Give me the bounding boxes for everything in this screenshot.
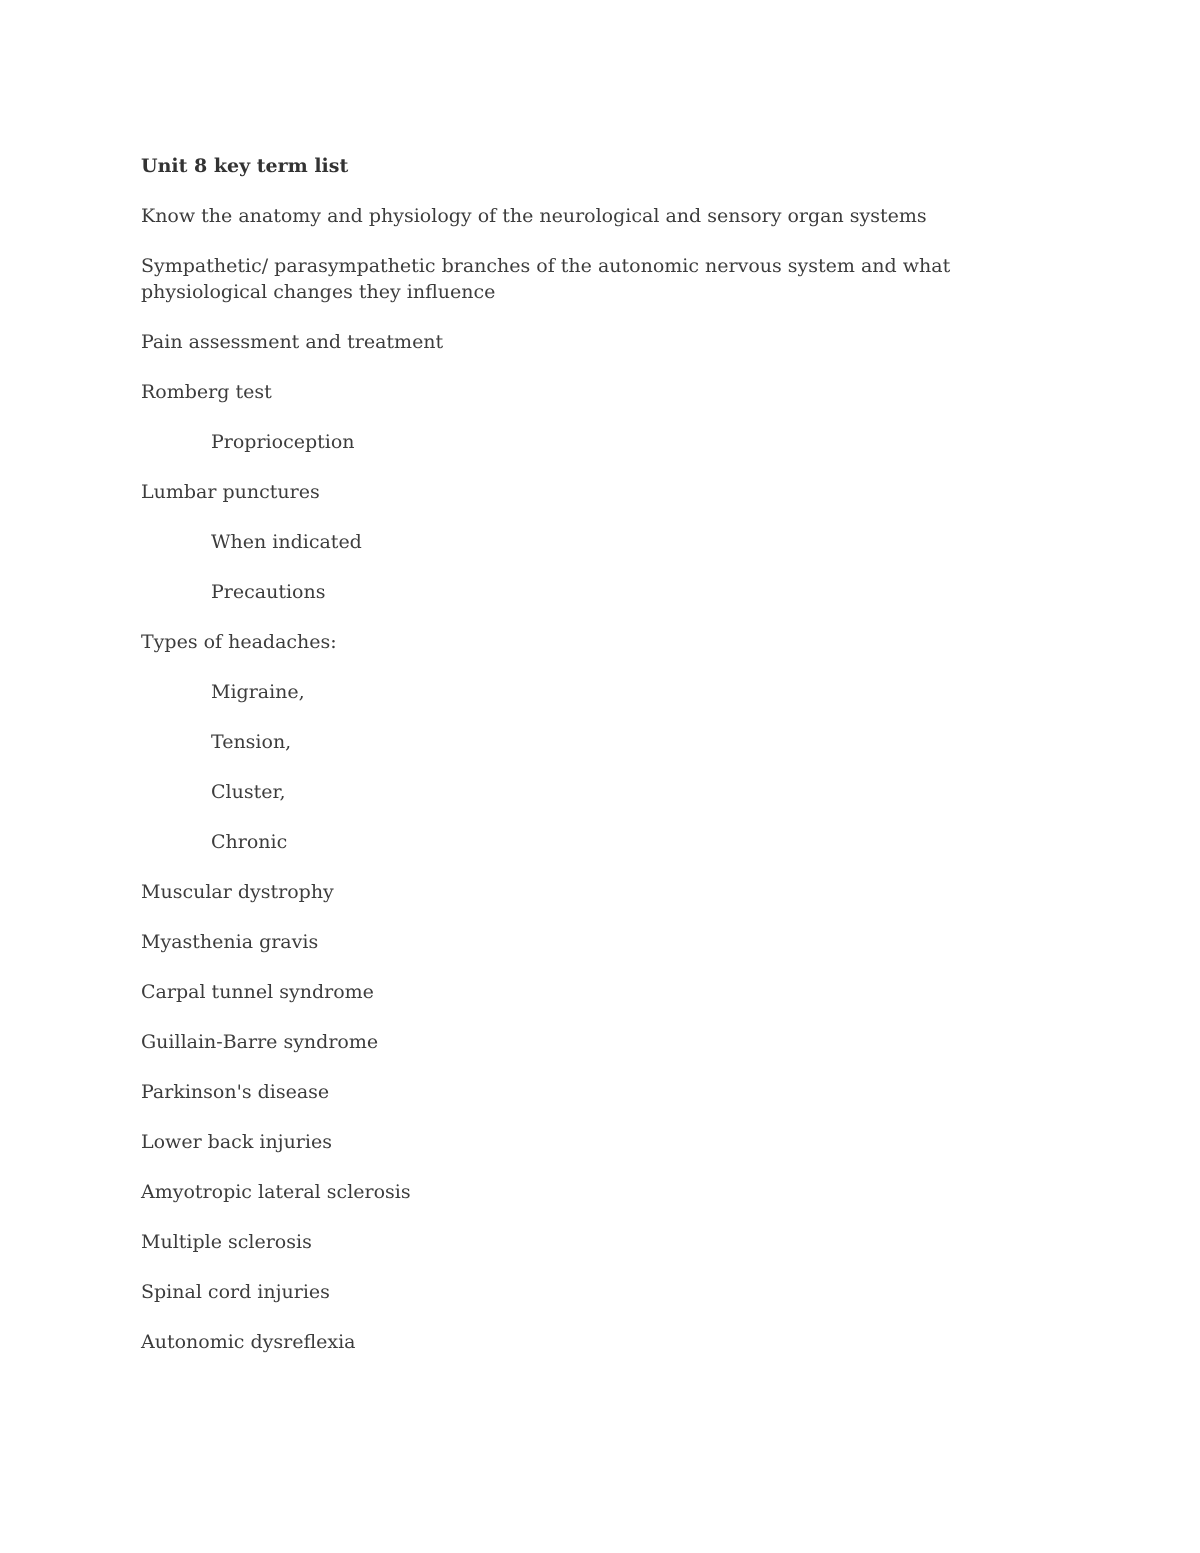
sub-term-item: Chronic [211,831,288,853]
sub-term-item: Precautions [211,581,326,603]
sub-term-item: Cluster, [211,781,286,803]
term-item: Multiple sclerosis [141,1231,312,1253]
sub-term-item: Migraine, [211,681,305,703]
term-item: Pain assessment and treatment [141,331,444,353]
document-title: Unit 8 key term list [141,155,349,177]
term-item: Sympathetic/ parasympathetic branches of the autonomic nervous system and what physiological changes they influence [141,255,951,303]
term-item: Parkinson's disease [141,1081,330,1103]
term-item: Amyotropic lateral sclerosis [141,1181,411,1203]
term-item: Know the anatomy and physiology of the neurological and sensory organ systems [141,205,927,227]
term-item: Carpal tunnel syndrome [141,981,374,1003]
term-item: Guillain-Barre syndrome [141,1031,379,1053]
term-item: Romberg test [141,381,272,403]
sub-term-item: When indicated [211,531,362,553]
term-item: Types of headaches: [141,631,337,653]
sub-term-item: Proprioception [211,431,355,453]
term-item: Spinal cord injuries [141,1281,330,1303]
sub-term-item: Tension, [211,731,292,753]
term-item: Lumbar punctures [141,481,320,503]
term-item: Lower back injuries [141,1131,332,1153]
document-body [141,153,961,1379]
term-item: Autonomic dysreflexia [141,1331,356,1353]
term-item: Muscular dystrophy [141,881,334,903]
term-item: Myasthenia gravis [141,931,319,953]
